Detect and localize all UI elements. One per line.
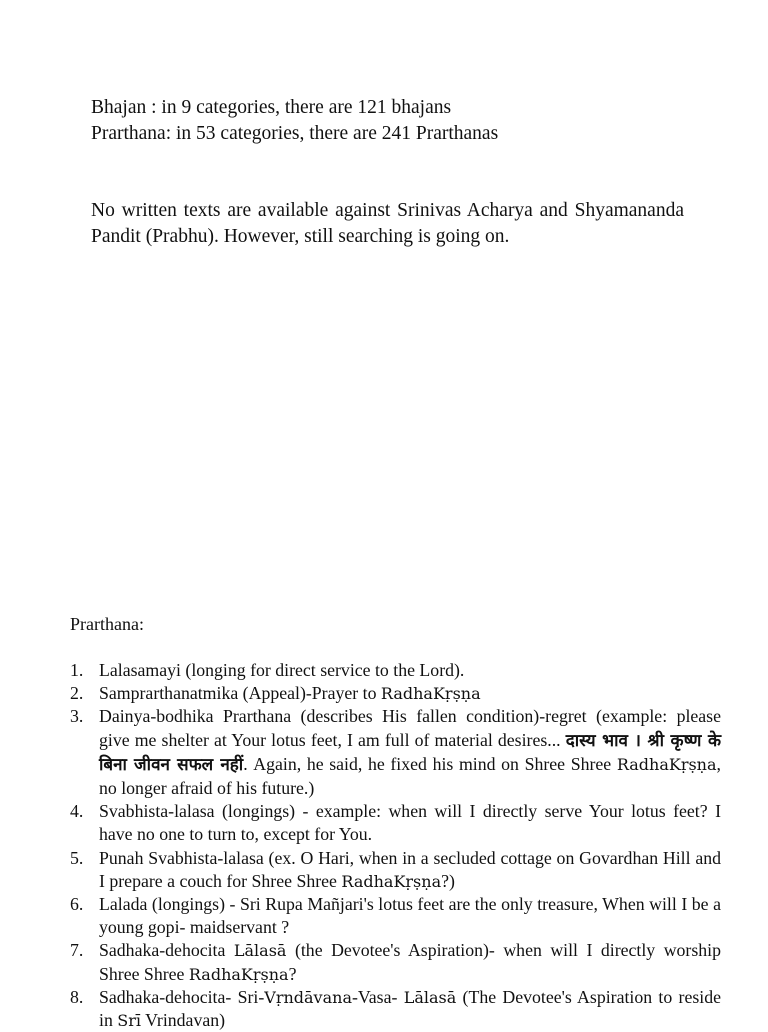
list-item	[70, 800, 721, 846]
lalasa-term: Lālasā	[233, 941, 287, 961]
list-item	[70, 705, 721, 800]
list-item-text: ?)	[441, 870, 455, 891]
radhakrsna-term: RadhaKṛṣṇa	[380, 684, 481, 704]
vrndavana-term: Vṛndāvana	[264, 987, 352, 1007]
list-item-number: 8.	[70, 986, 84, 1007]
list-item	[70, 939, 721, 985]
list-item-text: Lalasamayi (longing for direct service to the Lord).	[99, 660, 465, 680]
sri-term: Srī	[117, 1011, 142, 1031]
list-item-number: 7.	[70, 940, 84, 961]
radhakrsna-term: RadhaKṛṣṇa	[188, 964, 289, 984]
list-item-number: 5.	[70, 847, 84, 868]
list-item-text: (the Devotee's Aspiration)- when will I directly worship Shree Shree	[99, 940, 721, 984]
prarthana-section	[70, 612, 721, 1032]
intro-summary	[91, 95, 691, 147]
list-item-text: -Vasa-	[351, 986, 404, 1007]
list-item	[70, 682, 721, 705]
list-item-number: 6.	[70, 894, 84, 915]
list-item-text: Vrindavan)	[141, 1010, 226, 1031]
list-item	[70, 659, 721, 682]
list-item-text: Lalada (longings) - Sri Rupa Mañjari's lotus feet are the only treasure, When will I be a young gopi- maidservant ?	[99, 894, 721, 938]
list-item-number: 1.	[70, 660, 84, 680]
radhakrsna-term: RadhaKṛṣṇa	[616, 754, 717, 774]
devanagari-quote: दास्य भाव । श्री कृष्ण के बिना जीवन सफल नहीं	[99, 730, 721, 775]
lalasa-term: Lālasā	[403, 987, 457, 1007]
list-item-text: , no longer afraid of his future.)	[99, 753, 721, 799]
list-item	[70, 893, 721, 939]
prarthana-summary-line: Prarthana: in 53 categories, there are 241 Prarthanas	[91, 123, 499, 144]
radhakrsna-term: RadhaKṛṣṇa	[341, 871, 442, 891]
list-item-text: Dainya-bodhika Prarthana (describes His fallen condition)-regret (example: please give me shelter at Your lotus feet, I am full of material desires...	[99, 706, 721, 750]
availability-note	[91, 198, 684, 250]
list-item-number: 2.	[70, 683, 84, 704]
list-item	[70, 986, 721, 1032]
list-item-text: (The Devotee's Aspiration to reside in	[99, 986, 721, 1031]
list-item-text: ?	[288, 963, 297, 984]
list-item-text: Sadhaka-dehocita	[99, 940, 234, 961]
prarthana-heading: Prarthana:	[70, 614, 144, 634]
list-item-text: Sadhaka-dehocita- Sri-	[99, 986, 265, 1007]
bhajan-summary-line: Bhajan : in 9 categories, there are 121 bhajans	[91, 97, 452, 118]
list-item-text: Punah Svabhista-lalasa (ex. O Hari, when in a secluded cottage on Govardhan Hill and I prepare a couch for Shree Shree	[99, 847, 721, 891]
list-item-text: Samprarthanatmika (Appeal)-Prayer to	[99, 683, 381, 704]
list-item	[70, 847, 721, 893]
list-item-number: 3.	[70, 706, 84, 727]
prarthana-list	[70, 659, 721, 1032]
availability-note-text: No written texts are available against Srinivas Acharya and Shyamananda Pandit (Prabhu). However, still searching is going on.	[91, 200, 684, 247]
list-item-text: Svabhista-lalasa (longings) - example: when will I directly serve Your lotus feet? I have no one to turn to, except for You.	[99, 801, 721, 845]
list-item-text: . Again, he said, he fixed his mind on Shree Shree	[243, 753, 617, 774]
list-item-number: 4.	[70, 801, 84, 822]
